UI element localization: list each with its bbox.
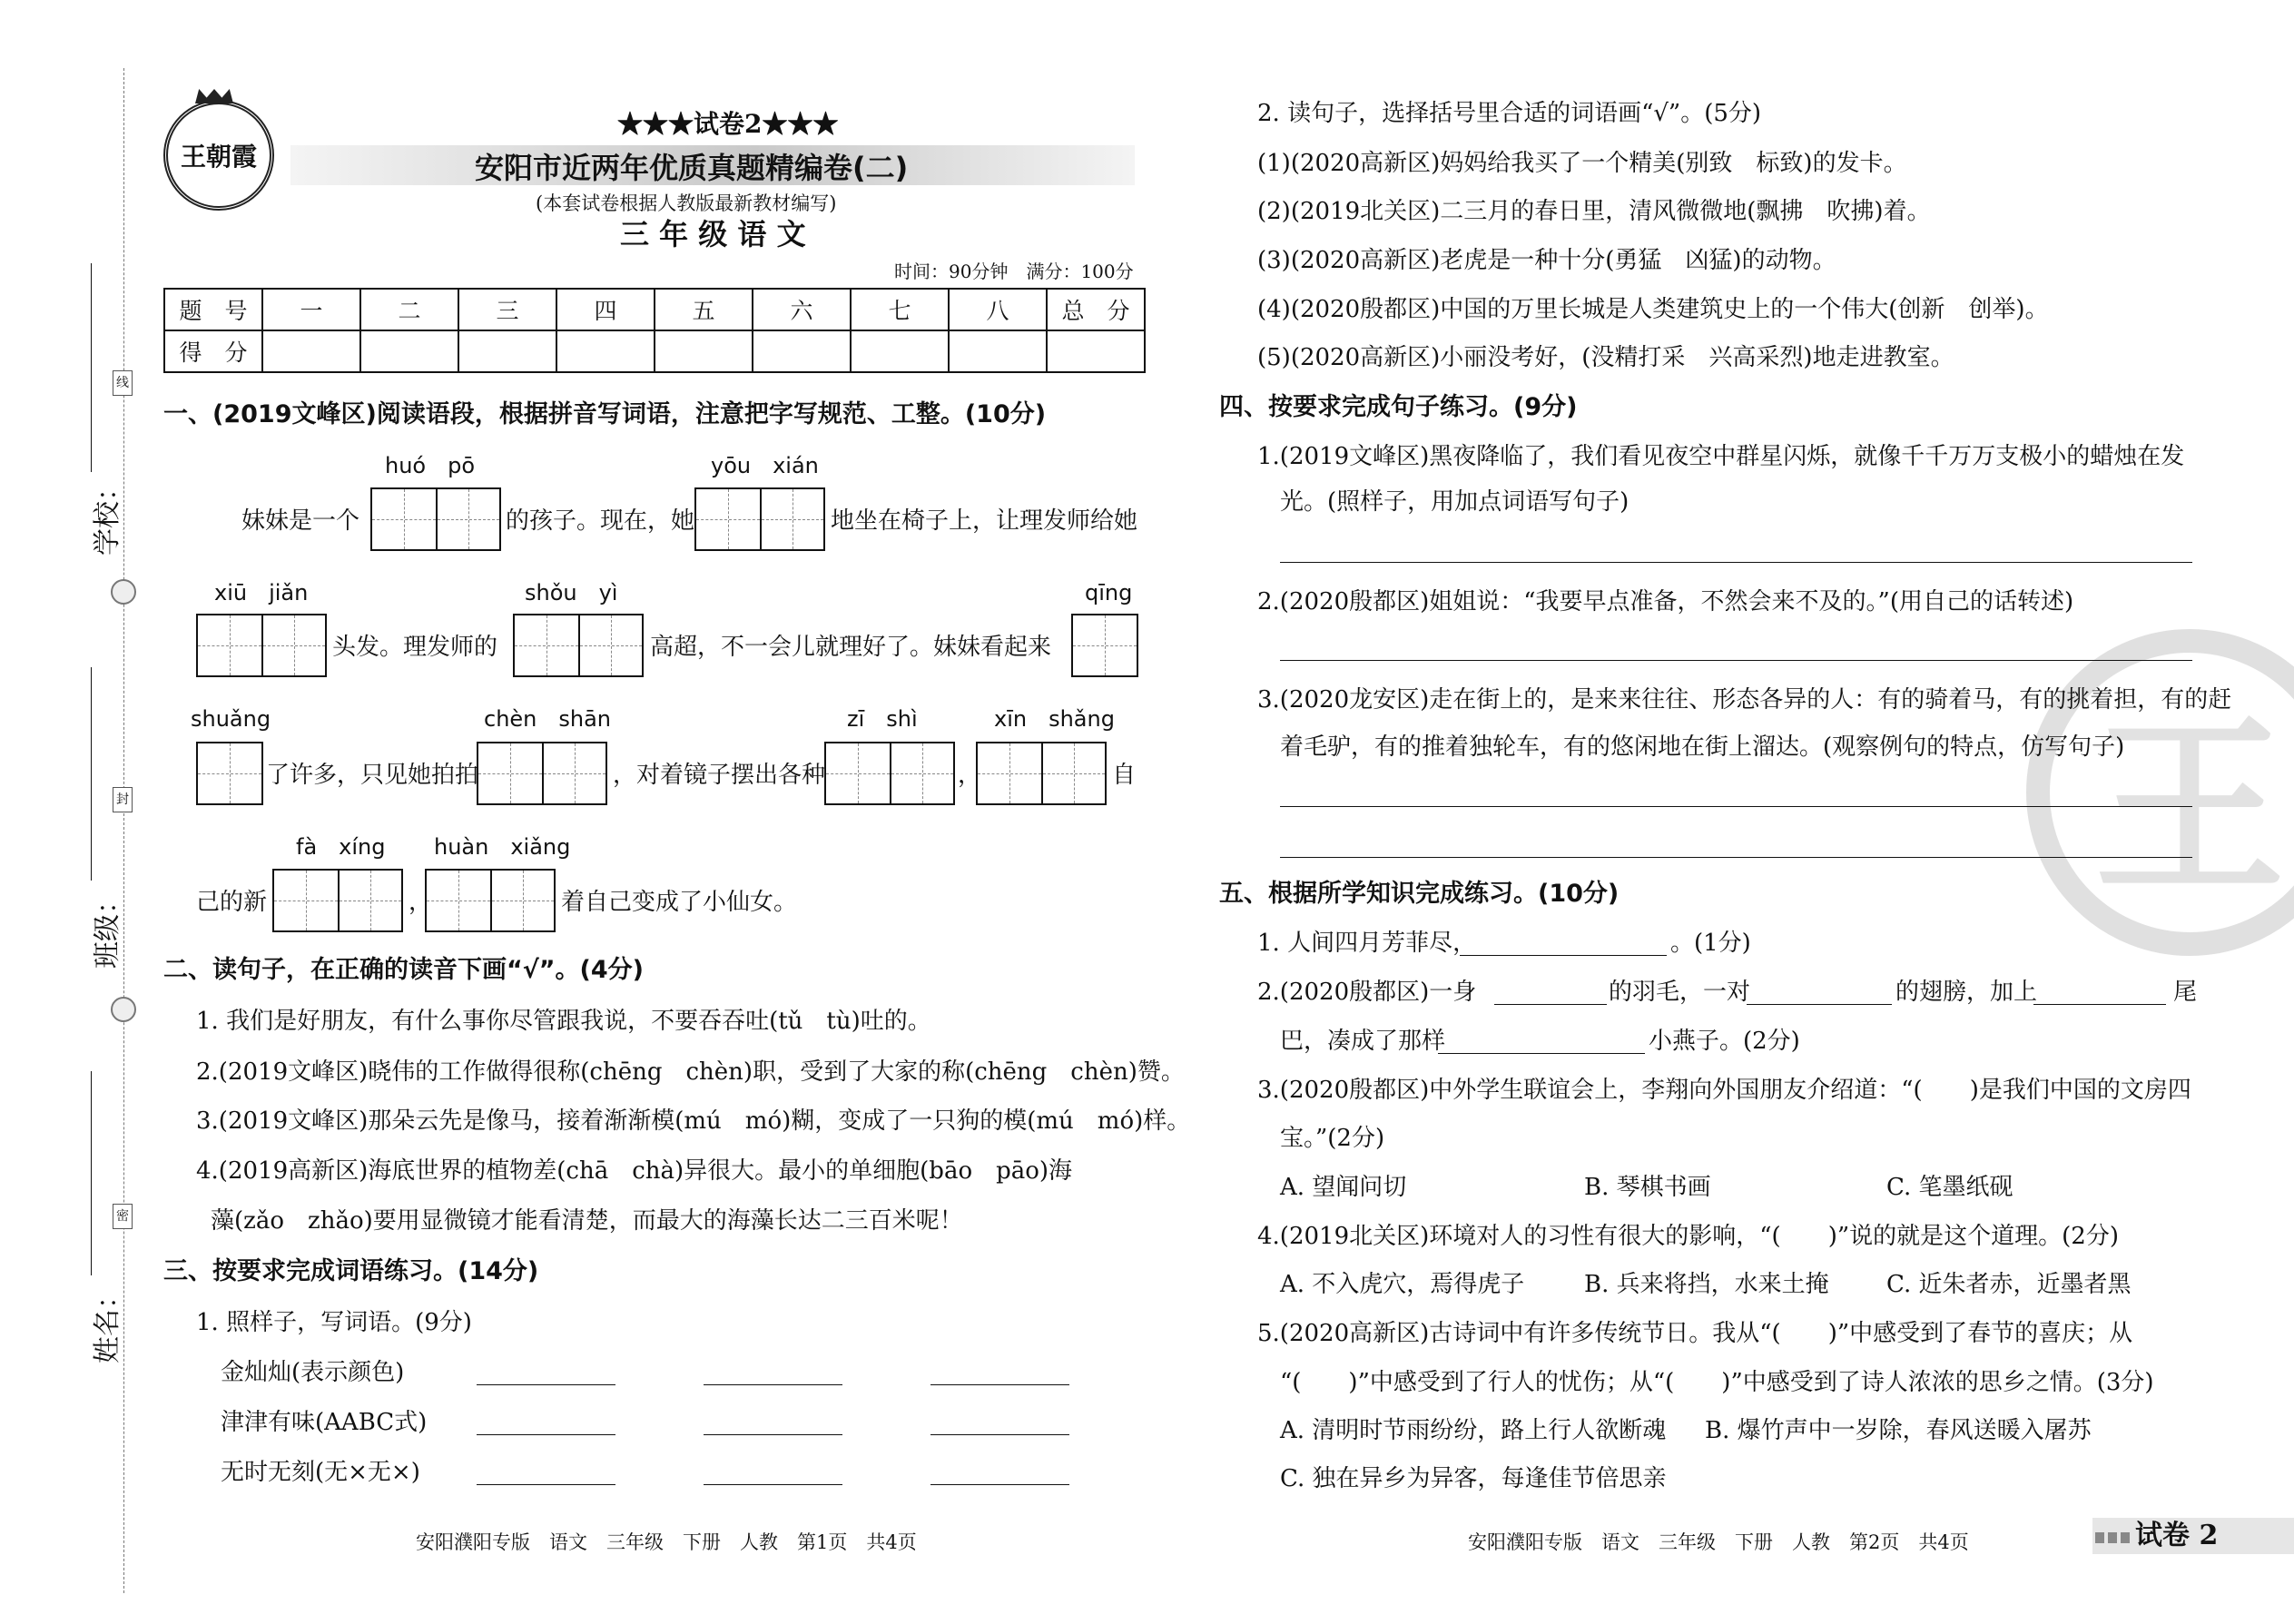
- answer-blank[interactable]: [477, 1434, 615, 1435]
- q4-line: 3.(2020龙安区)走在街上的，是来来往往、形态各异的人：有的骑着马，有的挑着担，有的赶: [1257, 686, 2232, 714]
- binding-line: [123, 68, 124, 1593]
- score-header-cell: 四: [556, 289, 655, 330]
- r2-line: (4)(2020殷都区)中国的万里长城是人类建筑史上的一个伟大(创新 创举)。: [1257, 296, 2049, 323]
- answer-box[interactable]: [477, 742, 607, 805]
- passage-text: 了许多，只见她拍拍: [266, 762, 479, 789]
- course-title: 三 年 级 语 文: [620, 217, 806, 251]
- q5-option[interactable]: A. 清明时节雨纷纷，路上行人欲断魂: [1280, 1417, 1667, 1444]
- q5-option[interactable]: A. 望闻问切: [1280, 1174, 1407, 1201]
- r2-line: (1)(2020高新区)妈妈给我买了一个精美(别致 标致)的发卡。: [1257, 150, 1907, 177]
- r2-heading: 2. 读句子，选择括号里合适的词语画“√”。(5分): [1257, 100, 1762, 127]
- q2-heading: 二、读句子，在正确的读音下画“√”。(4分): [163, 956, 644, 984]
- answer-box[interactable]: [1071, 614, 1138, 677]
- paper-subtitle: (本套试卷根据人教版最新教材编写): [536, 192, 837, 214]
- footer-right: 安阳濮阳专版 语文 三年级 下册 人教 第2页 共4页: [1468, 1531, 1969, 1553]
- pinyin: zī shì: [847, 706, 918, 732]
- r2-line: (5)(2020高新区)小丽没考好，(没精打采 兴高采烈)地走进教室。: [1257, 344, 1954, 371]
- score-header-cell: 一: [262, 289, 360, 330]
- answer-line[interactable]: [1280, 806, 2192, 807]
- q5-option[interactable]: C. 笔墨纸砚: [1886, 1174, 2013, 1201]
- q5-option[interactable]: C. 近朱者赤，近墨者黑: [1886, 1271, 2132, 1298]
- answer-line[interactable]: [1280, 857, 2192, 858]
- score-cell[interactable]: [949, 330, 1047, 372]
- q5-option[interactable]: A. 不入虎穴，焉得虎子: [1280, 1271, 1525, 1298]
- score-cell[interactable]: [556, 330, 655, 372]
- q5-option[interactable]: B. 爆竹声中一岁除，春风送暖入屠苏: [1705, 1417, 2092, 1444]
- q3-item: 津津有味(AABC式): [221, 1409, 428, 1436]
- answer-box[interactable]: [976, 742, 1107, 805]
- paper-badge: ★★★试卷2★★★: [617, 109, 839, 139]
- score-cell[interactable]: [360, 330, 458, 372]
- q2-line: 1. 我们是好朋友，有什么事你尽管跟我说，不要吞吞吐(tǔ tù)吐的。: [196, 1008, 931, 1035]
- passage-text: ，对着镜子摆出各种: [613, 762, 826, 789]
- answer-blank[interactable]: [477, 1484, 615, 1485]
- pinyin: xiū jiǎn: [214, 580, 309, 605]
- q5-line: 尾: [2173, 979, 2198, 1006]
- q4-line: 光。(照样子，用加点词语写句子): [1280, 488, 1629, 516]
- pinyin: huàn xiǎng: [434, 834, 571, 860]
- q3-item: 无时无刻(无×无×): [221, 1459, 420, 1486]
- passage-text: 妹妹是一个: [241, 507, 360, 535]
- q4-line: 2.(2020殷都区)姐姐说：“我要早点准备，不然会来不及的。”(用自己的话转述): [1257, 588, 2074, 615]
- passage-text: 高超，不一会儿就理好了。妹妹看起来: [650, 634, 1052, 661]
- pinyin: fà xíng: [296, 834, 386, 860]
- q5-line: 小燕子。(2分): [1649, 1028, 1800, 1055]
- answer-blank[interactable]: [2033, 1004, 2166, 1005]
- watermark-seal: [2026, 629, 2294, 956]
- answer-blank[interactable]: [1494, 1004, 1607, 1005]
- q5-line: 3.(2020殷都区)中外学生联谊会上，李翔向外国朋友介绍道：“( )是我们中国的文房四: [1257, 1077, 2191, 1104]
- score-header-cell: 题 号: [164, 289, 262, 330]
- exam-meta: 时间：90分钟 满分：100分: [894, 261, 1134, 282]
- q1-heading: 一、(2019文峰区)阅读语段，根据拼音写词语，注意把字写规范、工整。(10分): [163, 400, 1047, 428]
- q3-heading: 三、按要求完成词语练习。(14分): [163, 1257, 539, 1285]
- score-cell[interactable]: [1047, 330, 1145, 372]
- answer-blank[interactable]: [930, 1484, 1069, 1485]
- score-header-cell: 总 分: [1047, 289, 1145, 330]
- pinyin: yōu xián: [711, 453, 819, 478]
- score-cell[interactable]: [458, 330, 556, 372]
- q2-line: 3.(2019文峰区)那朵云先是像马，接着渐渐模(mú mó)糊，变成了一只狗的模(mú mó)样。: [196, 1107, 1191, 1135]
- answer-box[interactable]: [196, 742, 263, 805]
- answer-blank[interactable]: [704, 1384, 842, 1385]
- answer-box[interactable]: [425, 869, 556, 932]
- pinyin: qīng: [1085, 580, 1133, 605]
- q4-line: 着毛驴，有的推着独轮车，有的悠闲地在街上溜达。(观察例句的特点，仿写句子): [1280, 733, 2125, 761]
- watermark-text: 王: [2093, 697, 2285, 920]
- q3-subquestion: 1. 照样子，写词语。(9分): [196, 1309, 472, 1336]
- r2-line: (2)(2019北关区)二三月的春日里，清风微微地(飘拂 吹拂)着。: [1257, 198, 1931, 225]
- answer-box[interactable]: [824, 742, 955, 805]
- answer-box[interactable]: [694, 487, 825, 551]
- answer-box[interactable]: [370, 487, 501, 551]
- answer-blank[interactable]: [704, 1484, 842, 1485]
- q5-line: 巴，凑成了那样: [1280, 1028, 1446, 1055]
- answer-line[interactable]: [1280, 562, 2192, 563]
- q2-line: 藻(zǎo zhǎo)要用显微镜才能看清楚，而最大的海藻长达二三百米呢！: [211, 1207, 963, 1235]
- class-blank[interactable]: [91, 667, 92, 881]
- passage-text: 的孩子。现在，她: [506, 507, 695, 535]
- paper-title: 安阳市近两年优质真题精编卷(二): [475, 151, 909, 185]
- score-cell[interactable]: [655, 330, 753, 372]
- logo-seal: [163, 100, 274, 211]
- score-table: [163, 288, 1146, 373]
- q5-line: 1. 人间四月芳菲尽，: [1257, 930, 1477, 957]
- q4-line: 1.(2019文峰区)黑夜降临了，我们看见夜空中群星闪烁，就像千千万万支极小的蜡烛在发: [1257, 443, 2185, 470]
- corner-squares-icon: [2095, 1532, 2132, 1543]
- score-header-cell: 六: [753, 289, 851, 330]
- q5-option[interactable]: B. 琴棋书画: [1584, 1174, 1711, 1201]
- footer-left: 安阳濮阳专版 语文 三年级 下册 人教 第1页 共4页: [416, 1531, 917, 1553]
- passage-text: 自: [1112, 762, 1137, 789]
- score-header-cell: 八: [949, 289, 1047, 330]
- score-header-cell: 五: [655, 289, 753, 330]
- pinyin: chèn shān: [484, 706, 612, 732]
- q2-line: 2.(2019文峰区)晓伟的工作做得很称(chēng chèn)职，受到了大家的称(chēng chèn)赞。: [196, 1058, 1185, 1086]
- school-blank[interactable]: [91, 263, 92, 472]
- name-label: 姓名：: [92, 1282, 123, 1363]
- q5-option[interactable]: C. 独在异乡为异客，每逢佳节倍思亲: [1280, 1465, 1667, 1492]
- answer-blank[interactable]: [1460, 955, 1667, 956]
- class-label: 班级：: [92, 887, 123, 969]
- answer-box[interactable]: [196, 614, 327, 677]
- score-cell[interactable]: [262, 330, 360, 372]
- passage-text: 头发。理发师的: [332, 634, 498, 661]
- score-header-cell: 二: [360, 289, 458, 330]
- binding-tag-mid: 封: [113, 787, 133, 812]
- score-cell[interactable]: [851, 330, 949, 372]
- answer-blank[interactable]: [477, 1384, 615, 1385]
- passage-text: 地坐在椅子上，让理发师给她: [831, 507, 1138, 535]
- answer-box[interactable]: [272, 869, 403, 932]
- pinyin: shuǎng: [191, 706, 271, 732]
- school-label: 学校：: [92, 474, 123, 556]
- q5-line: 宝。”(2分): [1280, 1125, 1385, 1152]
- answer-blank[interactable]: [1747, 1004, 1892, 1005]
- q5-line: “( )”中感受到了行人的忧伤；从“( )”中感受到了诗人浓浓的思乡之情。(3分): [1280, 1369, 2154, 1396]
- binding-tag-bottom: 密: [113, 1204, 133, 1229]
- answer-blank[interactable]: [930, 1384, 1069, 1385]
- binding-ring-icon: [111, 579, 136, 605]
- pinyin: xīn shǎng: [994, 706, 1115, 732]
- logo-crown-icon: [195, 89, 233, 103]
- q5-line: 。(1分): [1670, 930, 1751, 957]
- passage-text: 着自己变成了小仙女。: [561, 889, 798, 916]
- logo-text: 王朝霞: [180, 142, 257, 172]
- answer-blank[interactable]: [1438, 1053, 1645, 1054]
- answer-blank[interactable]: [704, 1434, 842, 1435]
- q5-option[interactable]: B. 兵来将挡，水来土掩: [1584, 1271, 1829, 1298]
- pinyin: shǒu yì: [525, 580, 618, 605]
- r2-line: (3)(2020高新区)老虎是一种十分(勇猛 凶猛)的动物。: [1257, 247, 1836, 274]
- corner-tag: 试卷 2: [2135, 1520, 2219, 1551]
- pinyin: huó pō: [385, 453, 476, 478]
- q5-heading: 五、根据所学知识完成练习。(10分): [1219, 880, 1620, 908]
- score-cell[interactable]: [753, 330, 851, 372]
- answer-blank[interactable]: [930, 1434, 1069, 1435]
- score-row-label: 得 分: [164, 330, 262, 372]
- q5-line: 2.(2020殷都区)一身: [1257, 979, 1477, 1006]
- q2-line: 4.(2019高新区)海底世界的植物差(chā chà)异很大。最小的单细胞(bāo pāo)海: [196, 1157, 1073, 1185]
- q5-line: 5.(2020高新区)古诗词中有许多传统节日。我从“( )”中感受到了春节的喜庆；从: [1257, 1320, 2133, 1347]
- passage-text: ，: [409, 889, 433, 916]
- q5-line: 的翅膀，加上: [1895, 979, 2038, 1006]
- binding-tag-top: 线: [113, 370, 133, 396]
- q4-heading: 四、按要求完成句子练习。(9分): [1219, 393, 1578, 421]
- name-blank[interactable]: [91, 1071, 92, 1275]
- q3-item: 金灿灿(表示颜色): [221, 1359, 405, 1386]
- score-header-cell: 七: [851, 289, 949, 330]
- answer-box[interactable]: [513, 614, 644, 677]
- q5-line: 4.(2019北关区)环境对人的习性有很大的影响，“( )”说的就是这个道理。(2分): [1257, 1223, 2119, 1250]
- binding-ring-icon: [111, 997, 136, 1022]
- answer-line[interactable]: [1280, 660, 2192, 661]
- passage-text: 己的新: [196, 889, 268, 916]
- q5-line: 的羽毛，一对: [1609, 979, 1751, 1006]
- score-header-cell: 三: [458, 289, 556, 330]
- passage-text: ，: [958, 762, 982, 789]
